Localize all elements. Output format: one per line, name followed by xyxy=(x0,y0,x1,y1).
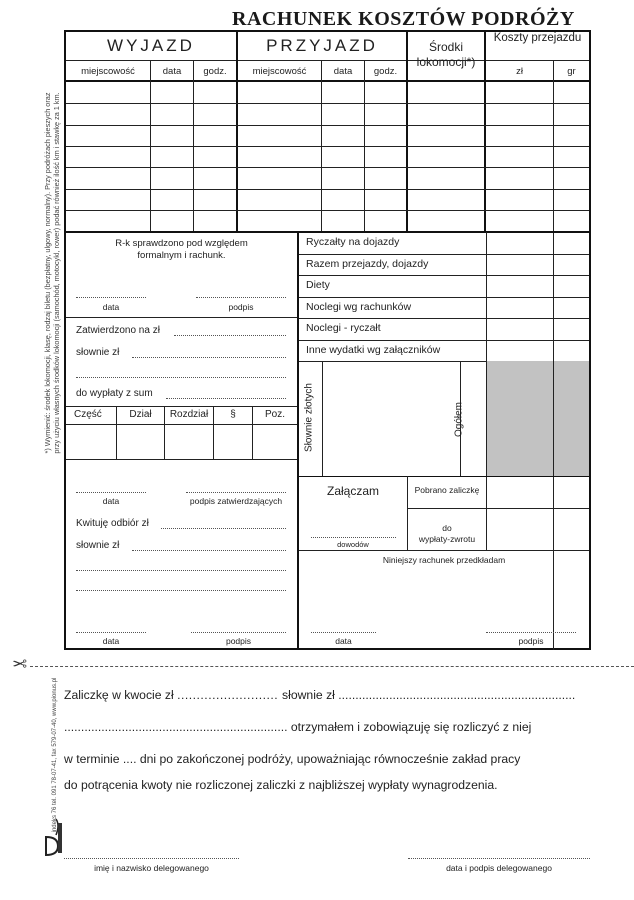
expense-form xyxy=(64,30,591,650)
budget-col-position: Poz. xyxy=(264,409,285,420)
divider xyxy=(66,424,297,425)
attach-label: Załączam xyxy=(326,484,379,498)
divider xyxy=(66,459,297,460)
submit-date-label: data xyxy=(335,636,352,646)
received-words-line-3[interactable] xyxy=(76,590,286,591)
travel-cell[interactable] xyxy=(408,104,483,123)
travel-cell[interactable] xyxy=(555,104,588,123)
travel-cell[interactable] xyxy=(366,147,405,166)
evidence-count-line[interactable] xyxy=(311,537,396,538)
advance-words-field[interactable]: ...................................................................... xyxy=(338,688,576,702)
travel-cell[interactable] xyxy=(486,83,552,102)
travel-cell[interactable] xyxy=(68,83,149,102)
declaration-line-2 xyxy=(64,720,531,734)
travel-cell[interactable] xyxy=(408,147,483,166)
col-departure-date: data xyxy=(162,66,182,77)
travel-cell[interactable] xyxy=(68,190,149,209)
summary-amount-cell[interactable] xyxy=(487,255,553,275)
travel-cell[interactable] xyxy=(366,190,405,209)
travel-cell[interactable] xyxy=(152,190,192,209)
travel-cell[interactable] xyxy=(408,168,483,187)
summary-amount-cell[interactable] xyxy=(487,233,553,253)
travel-cell[interactable] xyxy=(238,211,320,230)
travel-cell[interactable] xyxy=(195,168,235,187)
received-words-line-2[interactable] xyxy=(76,570,286,571)
divider xyxy=(66,80,589,82)
cut-line xyxy=(30,666,634,667)
travel-cell[interactable] xyxy=(408,126,483,145)
travel-cell[interactable] xyxy=(323,147,363,166)
summary-amount-cell[interactable] xyxy=(487,276,553,296)
travel-cell[interactable] xyxy=(68,168,149,187)
receipt-date-line[interactable] xyxy=(76,632,146,633)
received-words-label: słownie zł xyxy=(76,540,120,551)
travel-cell[interactable] xyxy=(555,147,588,166)
document-title: RACHUNEK KOSZTÓW PODRÓŻY xyxy=(232,8,575,30)
summary-row-label: Razem przejazdy, dojazdy xyxy=(306,257,429,270)
summary-row-label: Noclegi - ryczałt xyxy=(306,322,381,334)
divider xyxy=(66,406,297,407)
delegate-sign-line[interactable] xyxy=(408,858,590,859)
summary-amount-cell[interactable] xyxy=(554,298,589,318)
approved-label: Zatwierdzono na zł xyxy=(76,325,160,336)
travel-cell[interactable] xyxy=(238,126,320,145)
travel-cell[interactable] xyxy=(68,211,149,230)
travel-cell[interactable] xyxy=(195,211,235,230)
check-date-label: data xyxy=(102,302,120,312)
travel-cell[interactable] xyxy=(195,147,235,166)
col-arrival-time: godz. xyxy=(373,66,398,77)
advance-taken-label: Pobrano zaliczkę xyxy=(414,485,480,495)
travel-cell[interactable] xyxy=(486,147,552,166)
advance-amount-field[interactable]: .......................... xyxy=(177,688,283,702)
summary-amount-cell[interactable] xyxy=(487,298,553,318)
travel-cell[interactable] xyxy=(238,147,320,166)
travel-cell[interactable] xyxy=(555,83,588,102)
approved-words-line[interactable] xyxy=(132,357,286,358)
travel-cell[interactable] xyxy=(323,83,363,102)
col-cost-gr: gr xyxy=(567,66,576,77)
travel-cell[interactable] xyxy=(408,211,483,230)
in-words-label: Słownie złotych xyxy=(303,383,315,452)
declaration-line-1 xyxy=(64,688,575,702)
transport-header: Środki lokomocji*) xyxy=(416,40,476,69)
travel-cell[interactable] xyxy=(238,104,320,123)
departure-header: WYJAZD xyxy=(107,36,195,55)
delegate-name-label: imię i nazwisko delegowanego xyxy=(94,863,209,873)
approval-date-label: data xyxy=(102,496,120,506)
col-arrival-date: data xyxy=(333,66,353,77)
declaration-received-text: otrzymałem i zobowiązuję się rozliczyć z niej xyxy=(290,720,532,734)
receipt-signature-line[interactable] xyxy=(191,632,286,633)
received-amount-line[interactable] xyxy=(161,528,286,529)
travel-cell[interactable] xyxy=(152,104,192,123)
submit-date-line[interactable] xyxy=(311,632,376,633)
travel-cell[interactable] xyxy=(486,168,552,187)
approved-amount-line[interactable] xyxy=(174,335,286,336)
submit-label: Niniejszy rachunek przedkładam xyxy=(382,555,506,565)
summary-amount-cell[interactable] xyxy=(554,341,589,361)
col-departure-time: godz. xyxy=(203,66,227,77)
travel-cell[interactable] xyxy=(486,126,552,145)
summary-amount-cell[interactable] xyxy=(554,319,589,339)
total-label: Ogółem xyxy=(453,402,465,438)
to-pay-label-line-2: wypłaty-zwrotu xyxy=(418,534,476,544)
approved-words-label: słownie zł xyxy=(76,347,120,358)
divider xyxy=(299,476,589,477)
travel-cell[interactable] xyxy=(486,104,552,123)
travel-cell[interactable] xyxy=(68,147,149,166)
travel-cell[interactable] xyxy=(486,211,552,230)
payout-label: do wypłaty z sum xyxy=(76,388,153,399)
travel-cell[interactable] xyxy=(323,190,363,209)
col-departure-place: miejscowość xyxy=(81,66,135,77)
travel-cell[interactable] xyxy=(195,104,235,123)
budget-col-chapter: Rozdział xyxy=(169,409,209,420)
travel-cell[interactable] xyxy=(195,190,235,209)
advance-amount-label: Zaliczkę w kwocie zł xyxy=(64,688,174,702)
advance-words-label: słownie zł xyxy=(282,688,335,702)
divider xyxy=(299,550,589,551)
divider xyxy=(66,317,297,318)
travel-cell[interactable] xyxy=(555,126,588,145)
col-cost-zl: zł xyxy=(516,66,523,77)
receipt-date-label: data xyxy=(102,636,120,646)
travel-cell[interactable] xyxy=(323,126,363,145)
summary-row-label: Inne wydatki wg załączników xyxy=(306,343,441,356)
travel-cell[interactable] xyxy=(152,83,192,102)
declaration-line-4: do potrącenia kwoty nie rozliczonej zaliczki z najbliższej wypłaty wynagrodzenia. xyxy=(64,778,498,792)
travel-cell[interactable] xyxy=(323,211,363,230)
evidence-label: dowodów xyxy=(337,540,369,549)
summary-row-label: Ryczałty na dojazdy xyxy=(306,236,400,248)
publisher-contact: indeks 76 tel. 091 78-07-41, fax 579-07-40, www.pionus.pl xyxy=(52,677,58,833)
total-zl-cell[interactable] xyxy=(487,361,553,476)
divider xyxy=(407,508,589,509)
travel-cell[interactable] xyxy=(238,168,320,187)
travel-cell[interactable] xyxy=(152,211,192,230)
travel-cell[interactable] xyxy=(555,168,588,187)
publisher-logo-icon xyxy=(42,815,66,859)
travel-cell[interactable] xyxy=(366,126,405,145)
check-date-line[interactable] xyxy=(76,297,146,298)
check-signature-line[interactable] xyxy=(196,297,286,298)
divider xyxy=(297,232,299,650)
budget-col-paragraph: § xyxy=(230,409,236,420)
travel-cell[interactable] xyxy=(366,104,405,123)
summary-amount-cell[interactable] xyxy=(554,276,589,296)
receipt-signature-label: podpis xyxy=(225,636,252,646)
budget-col-division: Dział xyxy=(129,409,152,420)
travel-cell[interactable] xyxy=(238,190,320,209)
divider xyxy=(486,60,589,61)
received-words-line[interactable] xyxy=(132,550,286,551)
summary-row-label: Noclegi wg rachunków xyxy=(306,300,412,313)
travel-cell[interactable] xyxy=(68,126,149,145)
advance-words-field-2[interactable]: .................................................................. xyxy=(64,720,291,734)
travel-cell[interactable] xyxy=(195,83,235,102)
travel-cell[interactable] xyxy=(486,190,552,209)
summary-amount-cell[interactable] xyxy=(487,319,553,339)
travel-cell[interactable] xyxy=(68,104,149,123)
travel-cell[interactable] xyxy=(408,190,483,209)
summary-amount-cell[interactable] xyxy=(554,233,589,253)
declaration-line-3: w terminie .... dni po zakończonej podróży, upoważniając równocześnie zakład pracy xyxy=(64,752,521,766)
submit-signature-line[interactable] xyxy=(486,632,576,633)
travel-cell[interactable] xyxy=(555,211,588,230)
to-pay-label-line-1: do xyxy=(442,523,452,533)
payout-line[interactable] xyxy=(166,398,286,399)
travel-cell[interactable] xyxy=(323,104,363,123)
travel-cell[interactable] xyxy=(152,126,192,145)
col-arrival-place: miejscowość xyxy=(252,66,307,77)
travel-cell[interactable] xyxy=(366,211,405,230)
travel-cell[interactable] xyxy=(408,83,483,102)
to-pay-label xyxy=(408,523,486,545)
check-signature-label: podpis xyxy=(228,302,254,312)
submit-signature-label: podpis xyxy=(518,636,544,646)
footnote-line-2: przy użyciu własnych środków lokomocji (samochód, motocykl, rower) podać również ilość km i stawkę za 1 km. xyxy=(52,91,61,454)
approvers-signature-label: podpis zatwierdzających xyxy=(189,496,283,506)
travel-cell[interactable] xyxy=(238,83,320,102)
travel-cell[interactable] xyxy=(152,168,192,187)
summary-amount-cell[interactable] xyxy=(487,341,553,361)
divider xyxy=(322,361,323,476)
approved-words-line-2[interactable] xyxy=(76,377,286,378)
travel-cell[interactable] xyxy=(195,126,235,145)
total-gr-cell[interactable] xyxy=(554,361,589,476)
summary-row-label: Diety xyxy=(306,279,330,291)
check-heading-line-2: formalnym i rachunk. xyxy=(137,250,226,261)
summary-amount-cell[interactable] xyxy=(554,255,589,275)
delegate-name-line[interactable] xyxy=(64,858,239,859)
arrival-header: PRZYJAZD xyxy=(266,36,378,55)
approval-date-line[interactable] xyxy=(76,492,146,493)
travel-cell[interactable] xyxy=(555,190,588,209)
cost-header: Koszty przejazdu xyxy=(493,32,582,44)
travel-cell[interactable] xyxy=(366,83,405,102)
travel-cell[interactable] xyxy=(152,147,192,166)
travel-cell[interactable] xyxy=(323,168,363,187)
approvers-signature-line[interactable] xyxy=(186,492,286,493)
received-label: Kwituję odbiór zł xyxy=(76,518,149,529)
travel-cell[interactable] xyxy=(366,168,405,187)
scissors-icon: ✂ xyxy=(12,653,28,673)
delegate-sign-label: data i podpis delegowanego xyxy=(446,863,552,873)
check-heading xyxy=(66,238,297,262)
budget-col-part: Część xyxy=(74,409,102,420)
check-heading-line-1: R-k sprawdzono pod względem xyxy=(115,238,248,249)
footnote-line-1: *) Wymienić: środek lokomocji, klasę, rodzaj biletu (bezpłatny, ulgowy, normalny). Przy podróżach pieszych oraz xyxy=(43,92,52,454)
